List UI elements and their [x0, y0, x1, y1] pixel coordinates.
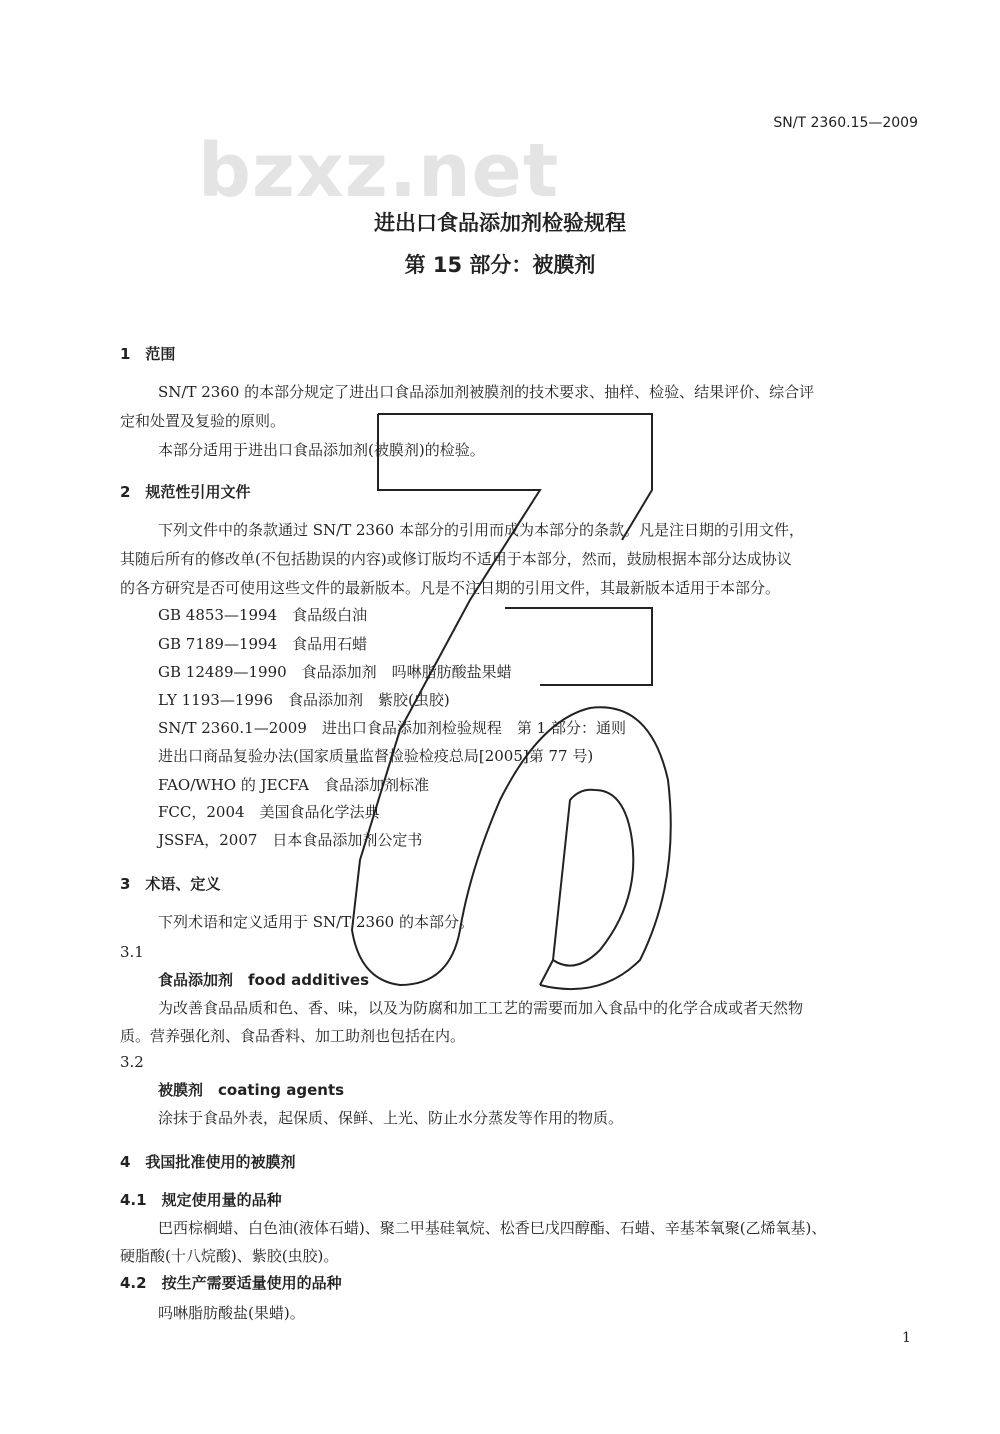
term-number: 3.1	[120, 943, 144, 961]
section-4-heading: 4 我国批准使用的被膜剂	[120, 1153, 296, 1171]
reference-item: GB 7189—1994 食品用石蜡	[158, 635, 368, 653]
title-line1: 进出口食品添加剂检验规程	[374, 211, 626, 235]
page-number: 1	[902, 1330, 911, 1346]
paragraph: 硬脂酸(十八烷酸)、紫胶(虫胶)。	[120, 1247, 339, 1265]
reference-item: FCC，2004 美国食品化学法典	[158, 803, 380, 821]
term-definition: 为改善食品品质和色、香、味，以及为防腐和加工工艺的需要而加入食品中的化学合成或者天然物	[158, 999, 804, 1017]
paragraph: 定和处置及复验的原则。	[120, 412, 286, 430]
term-number: 3.2	[120, 1053, 144, 1071]
paragraph: 本部分适用于进出口食品添加剂(被膜剂)的检验。	[158, 441, 485, 459]
reference-item: GB 12489—1990 食品添加剂 吗啉脂肪酸盐果蜡	[158, 663, 512, 681]
subsection-4-1-heading: 4.1 规定使用量的品种	[120, 1191, 282, 1209]
term-title: 被膜剂 coating agents	[158, 1081, 345, 1099]
standard-number: SN/T 2360.15—2009	[773, 115, 918, 131]
paragraph: 巴西棕榈蜡、白色油(液体石蜡)、聚二甲基硅氧烷、松香巳戊四醇酯、石蜡、辛基苯氧聚(乙烯氧基)、	[158, 1219, 827, 1237]
section-1-heading: 1 范围	[120, 345, 176, 363]
reference-item: 进出口商品复验办法(国家质量监督检验检疫总局[2005]第 77 号)	[158, 747, 594, 765]
subsection-4-2-heading: 4.2 按生产需要适量使用的品种	[120, 1274, 342, 1292]
paragraph: 的各方研究是否可使用这些文件的最新版本。凡是不注日期的引用文件，其最新版本适用于本部分。	[120, 579, 781, 597]
paragraph: 下列术语和定义适用于 SN/T 2360 的本部分。	[158, 913, 474, 931]
paragraph: 吗啉脂肪酸盐(果蜡)。	[158, 1304, 305, 1322]
paragraph: 下列文件中的条款通过 SN/T 2360 本部分的引用而成为本部分的条款。凡是注日期的引用文件，	[158, 521, 804, 539]
paragraph: 其随后所有的修改单(不包括勘误的内容)或修订版均不适用于本部分，然而，鼓励根据本部分达成协议	[120, 550, 792, 568]
term-definition: 涂抹于食品外表，起保质、保鲜、上光、防止水分蒸发等作用的物质。	[158, 1109, 624, 1127]
title-line2: 第 15 部分：被膜剂	[404, 253, 596, 277]
term-title: 食品添加剂 food additives	[158, 971, 370, 989]
reference-item: LY 1193—1996 食品添加剂 紫胶(虫胶)	[158, 691, 450, 709]
reference-item: FAO/WHO 的 JECFA 食品添加剂标准	[158, 776, 429, 794]
paragraph: SN/T 2360 的本部分规定了进出口食品添加剂被膜剂的技术要求、抽样、检验、结果评价、综合评	[158, 383, 815, 401]
term-definition: 质。营养强化剂、食品香料、加工助剂也包括在内。	[120, 1027, 466, 1045]
watermark: bzxz.net	[198, 128, 560, 214]
reference-item: GB 4853—1994 食品级白油	[158, 606, 368, 624]
reference-item: SN/T 2360.1—2009 进出口食品添加剂检验规程 第 1 部分：通则	[158, 719, 626, 737]
section-3-heading: 3 术语、定义	[120, 875, 221, 893]
reference-item: JSSFA，2007 日本食品添加剂公定书	[158, 831, 423, 849]
section-2-heading: 2 规范性引用文件	[120, 483, 251, 501]
